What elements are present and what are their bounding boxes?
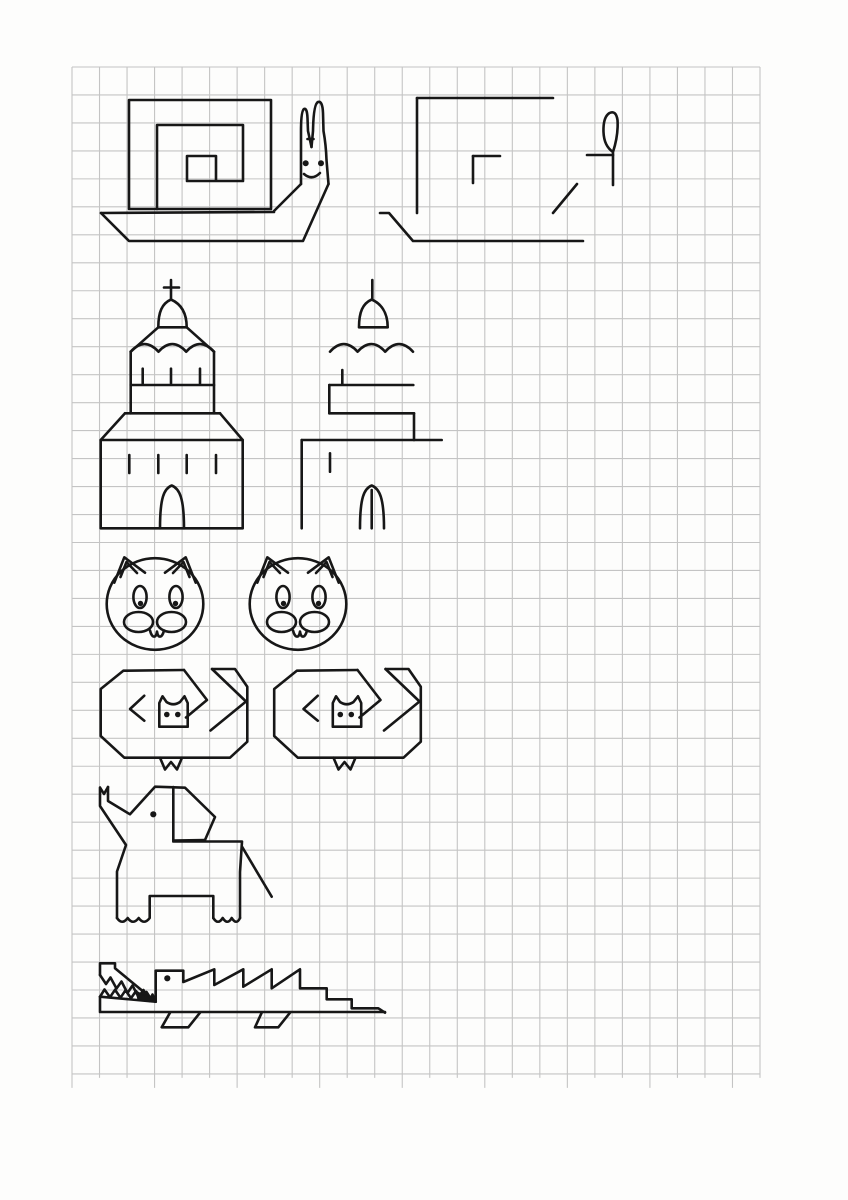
cat-model-dot-1 bbox=[173, 601, 178, 606]
cat-copy-dot-0 bbox=[281, 601, 286, 606]
bat-copy-dot-1 bbox=[349, 712, 355, 718]
crocodile-model-dot-0 bbox=[164, 975, 170, 981]
snail-model-dot-0 bbox=[303, 160, 309, 166]
bat-model-dot-0 bbox=[164, 712, 170, 718]
cat-model-dot-0 bbox=[138, 601, 143, 606]
bat-copy-dot-0 bbox=[338, 712, 344, 718]
cat-copy-dot-1 bbox=[316, 601, 321, 606]
snail-model-dot-1 bbox=[318, 160, 324, 166]
elephant-model-dot-0 bbox=[150, 811, 156, 817]
snail-model-stroke-2 bbox=[101, 212, 274, 213]
bat-model-dot-1 bbox=[175, 712, 181, 718]
